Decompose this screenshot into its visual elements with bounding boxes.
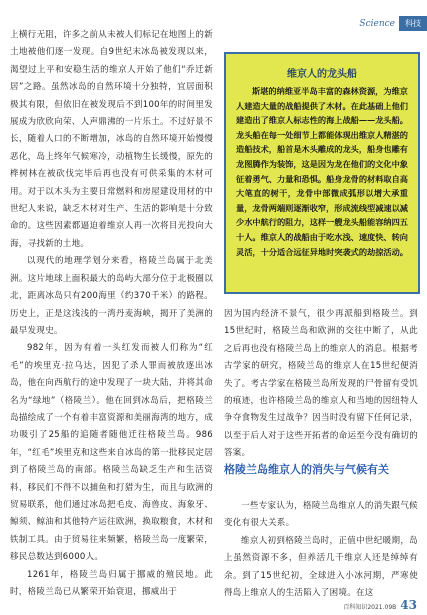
page-number: 43 [400,598,417,612]
section-header [359,16,427,31]
right-column-continued [224,498,418,599]
paragraph: 以现代的地理学划分来看，格陵兰岛属于北美洲。这片地球上面积最大的岛屿大部分位于北极圈以北，距离冰岛只有200海里（约370千米）的路程。历史上，正是这浅浅的一湾丹麦海峡，揭开了美洲的最早发现史。 [10,256,213,336]
footer-source: 百科知识2021.09B [343,604,397,611]
paragraph: 维京人初到格陵兰岛时，正值中世纪暖期，岛上虽然资源不多，但养活几千维京人还是绰绰有余。到了15世纪初，全球进入小冰河期，严寒使得岛上维京人的生活陷入了困境。在这 [224,535,418,599]
section-label-en: Science [359,18,395,29]
sidebar-box [224,52,420,294]
right-column [224,306,418,458]
sidebar-body: 斯堪的纳维亚半岛丰富的森林资源，为维京人建造大量的战船提供了木材。在此基础上他们建造出了维京人标志性的海上战船——龙头船。龙头船在每一处细节上都能体现出维京人精湛的造船技术，船首是木头雕成的龙头，船身也雕有龙图腾作为装饰，这是因为龙在他们的文化中象征着勇气、力量和恐惧。船身龙骨的材料取自高大笔直的树干，龙骨中部微成弧形以增大承重量，龙骨两端则逐渐收窄，形成流线型减速以减少水中航行的阻力，这样一艘龙头船能容纳四五十人。维京人的战船由于吃水浅、速度快、转向灵活，十分适合远征异地时突袭式的劫掠活动。 [236,86,408,257]
paragraph: 1261年，格陵兰岛归属于挪威的殖民地。此时，格陵兰岛已从繁荣开始衰退，挪威出于 [10,569,213,597]
left-column [10,27,214,597]
paragraph: 上横行无阻，许多之前从未被人们标记在地图上的新土地被他们逐一发现。自9世纪末冰岛被发现以来，渴望过上平和安稳生活的维京人开始了他们“乔迁新居”之路。虽然冰岛的自然环境十分独特，宜居面积极其有限，但依旧在被发现后不到100年的时间里发展成为欣欣向荣、人声鼎沸的一片乐土。不过好景不长，随着人口的不断增加，冰岛的自然环境开始慢慢恶化，岛上终年气候寒冷，动植物生长缓慢，原先的桦树林在被砍伐完毕后再也没有可供采集的木材可用。对于以木头为主要日常燃料和房屋建设用材的中世纪人来说，缺乏木材对生产、生活的影响是十分致命的。这些因素都逼迫着维京人再一次将目光投向大海，寻找新的土地。 [10,30,213,249]
paragraph: 一些专家认为，格陵兰岛维京人的消失跟气候变化有很大关系。 [224,501,418,529]
paragraph: 因为国内经济不景气，很少再派船到格陵兰。到15世纪时，格陵兰岛和欧洲的交往中断了，从此之后再也没有格陵兰岛上的维京人的消息。根据考古学家的研究，格陵兰岛的维京人在15世纪便消失了。考古学家在格陵兰岛所发现的尸骨留有受饥的痕迹，也许格陵兰岛的维京人和当地的因纽特人争夺食物发生过战争？因当时没有留下任何记录，以至于后人对于这些开拓者的命运至今没有确切的答案。 [224,309,418,459]
section-heading: 格陵兰岛维京人的消失与气候有关 [224,463,389,476]
paragraph: 982年，因为有着一头红发而被人们称为“红毛”的埃里克·拉乌达，因犯了杀人罪而被放逐出冰岛，他在向西航行的途中发现了一块大陆，并将其命名为“绿地”（格陵兰）。他在回到冰岛后，把格陵兰岛描绘成了一个有着丰富资源和美丽海湾的地方，成功吸引了25船的追随者随他迁往格陵兰岛。986年，“红毛”埃里克和这些来自冰岛的第一批移民定居到了格陵兰岛的南部。格陵兰岛缺乏生产和生活资料，移民们不得不以捕鱼和打猎为生，而且与欧洲的贸易联系，他们通过冰岛把毛皮、海兽皮、海象牙、鲸须、鲸油和其他特产运往欧洲，换取粮食，木材和铁制工具。由于贸易往来频繁，格陵兰岛一度繁荣，移民总数达到6000人。 [10,343,214,563]
sidebar-title: 维京人的龙头船 [287,69,357,80]
page-footer [343,598,417,612]
section-label-cn: 科技 [399,16,427,31]
